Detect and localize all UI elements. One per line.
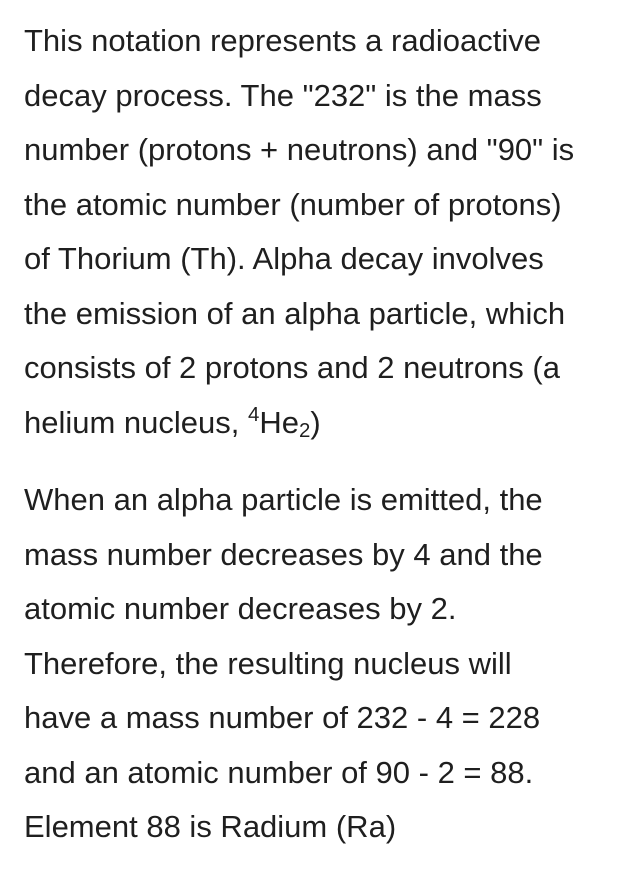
helium-prefix-text: helium nucleus, — [24, 404, 249, 440]
text-line: of Thorium (Th). Alpha decay involves — [24, 241, 544, 276]
text-line: When an alpha particle is emitted, the — [24, 482, 543, 517]
text-line: consists of 2 protons and 2 neutrons (a — [24, 350, 560, 385]
text-line: the atomic number (number of protons) — [24, 186, 562, 222]
text-line: the emission of an alpha particle, which — [24, 295, 566, 331]
answer-text — [24, 14, 634, 855]
text-line: mass number decreases by 4 and the — [24, 536, 543, 572]
helium-symbol: He — [259, 404, 300, 440]
text-line: number (protons + neutrons) and "90" is — [24, 132, 575, 167]
helium-mass-number: 4 — [248, 403, 260, 427]
paragraph-resulting-nucleus — [24, 473, 634, 855]
text-line: Therefore, the resulting nucleus will — [24, 645, 512, 681]
text-line: decay process. The "232" is the mass — [24, 77, 542, 113]
text-line: atomic number decreases by 2. — [24, 591, 457, 626]
helium-suffix-text: ) — [310, 404, 321, 440]
helium-atomic-number: 2 — [299, 419, 311, 442]
text-line: This notation represents a radioactive — [24, 23, 541, 58]
text-line: Element 88 is Radium (Ra) — [24, 809, 397, 844]
text-line: have a mass number of 232 - 4 = 228 — [24, 700, 541, 735]
text-line: and an atomic number of 90 - 2 = 88. — [24, 754, 534, 790]
paragraph-alpha-decay-explanation — [24, 14, 634, 450]
text-line-helium-nucleus — [24, 396, 634, 451]
